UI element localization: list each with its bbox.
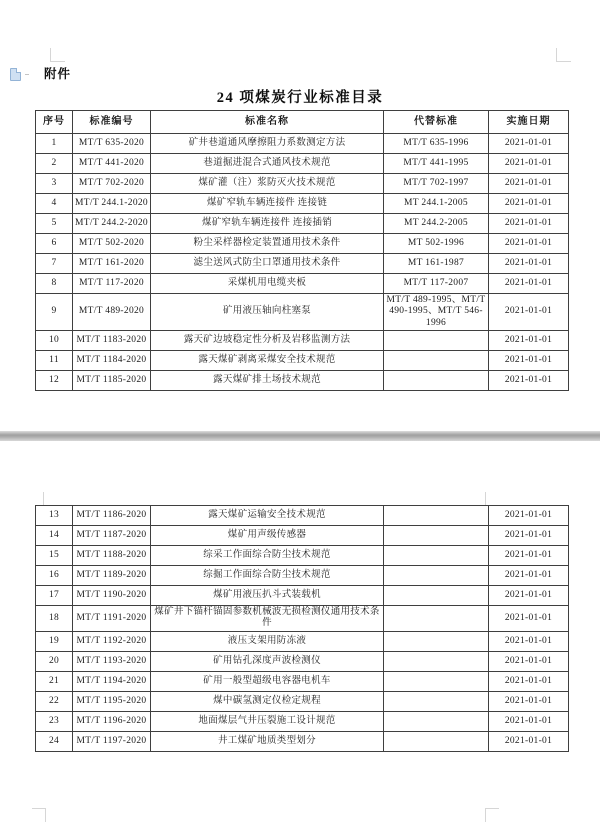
standard-code-cell: MT/T 1193-2020 — [73, 651, 151, 671]
table-row — [36, 731, 569, 751]
standard-code-cell: MT/T 1196-2020 — [73, 711, 151, 731]
row-number-cell: 22 — [36, 691, 73, 711]
standard-code-cell: MT/T 117-2020 — [73, 274, 151, 294]
table-row — [36, 371, 569, 391]
standard-name-cell: 地面煤层气井压裂施工设计规范 — [151, 711, 384, 731]
table-row — [36, 691, 569, 711]
implementation-date-cell: 2021-01-01 — [489, 651, 569, 671]
standard-code-cell: MT/T 441-2020 — [73, 154, 151, 174]
table-row — [36, 154, 569, 174]
standard-code-cell: MT/T 1186-2020 — [73, 506, 151, 526]
row-number-cell: 20 — [36, 651, 73, 671]
standard-code-cell: MT/T 1195-2020 — [73, 691, 151, 711]
standard-code-cell: MT/T 1197-2020 — [73, 731, 151, 751]
row-number-cell: 11 — [36, 351, 73, 371]
replaced-standard-cell: MT/T 702-1997 — [384, 174, 489, 194]
table-row — [36, 671, 569, 691]
row-number-cell: 14 — [36, 526, 73, 546]
row-number-cell: 4 — [36, 194, 73, 214]
replaced-standard-cell: MT 502-1996 — [384, 234, 489, 254]
implementation-date-cell: 2021-01-01 — [489, 331, 569, 351]
implementation-date-cell: 2021-01-01 — [489, 691, 569, 711]
row-number-cell: 23 — [36, 711, 73, 731]
standard-code-cell: MT/T 1190-2020 — [73, 586, 151, 606]
standard-name-cell: 矿井巷道通风摩擦阻力系数测定方法 — [151, 134, 384, 154]
standard-name-cell: 采煤机用电缆夹板 — [151, 274, 384, 294]
row-number-cell: 5 — [36, 214, 73, 234]
standard-name-cell: 煤矿井下锚杆锚固参数机械波无损检测仪通用技术条件 — [151, 606, 384, 632]
document-page-2 — [0, 441, 600, 837]
replaced-standard-cell — [384, 586, 489, 606]
standard-code-cell: MT/T 161-2020 — [73, 254, 151, 274]
replaced-standard-cell — [384, 506, 489, 526]
standard-code-cell: MT/T 1185-2020 — [73, 371, 151, 391]
replaced-standard-cell — [384, 631, 489, 651]
replaced-standard-cell — [384, 546, 489, 566]
standard-code-cell: MT/T 1191-2020 — [73, 606, 151, 632]
standard-name-cell: 综掘工作面综合防尘技术规范 — [151, 566, 384, 586]
implementation-date-cell: 2021-01-01 — [489, 631, 569, 651]
table-row — [36, 174, 569, 194]
implementation-date-cell: 2021-01-01 — [489, 711, 569, 731]
implementation-date-cell: 2021-01-01 — [489, 274, 569, 294]
margin-crop-mark-bottom-left — [32, 808, 46, 822]
replaced-standard-cell: MT/T 489-1995、MT/T 490-1995、MT/T 546-1996 — [384, 294, 489, 331]
table-header-row — [36, 111, 569, 134]
row-number-cell: 21 — [36, 671, 73, 691]
table-row — [36, 651, 569, 671]
margin-crop-mark-top-left — [50, 48, 65, 62]
replaced-standard-cell — [384, 566, 489, 586]
replaced-standard-cell: MT/T 117-2007 — [384, 274, 489, 294]
standard-name-cell: 煤矿用液压扒斗式装载机 — [151, 586, 384, 606]
table-row — [36, 234, 569, 254]
row-number-cell: 18 — [36, 606, 73, 632]
row-number-cell: 6 — [36, 234, 73, 254]
replaced-standard-cell — [384, 526, 489, 546]
implementation-date-cell: 2021-01-01 — [489, 154, 569, 174]
table-row — [36, 294, 569, 331]
standard-code-cell: MT/T 1192-2020 — [73, 631, 151, 651]
implementation-date-cell: 2021-01-01 — [489, 194, 569, 214]
table-row — [36, 606, 569, 632]
attachment-label: 附件 — [44, 67, 72, 81]
anchor-dash-mark — [25, 74, 29, 75]
table-row — [36, 711, 569, 731]
standard-code-cell: MT/T 1188-2020 — [73, 546, 151, 566]
margin-crop-mark-top-left — [43, 492, 45, 506]
replaced-standard-cell — [384, 351, 489, 371]
implementation-date-cell: 2021-01-01 — [489, 671, 569, 691]
standard-code-cell: MT/T 502-2020 — [73, 234, 151, 254]
replaced-standard-cell: MT 244.1-2005 — [384, 194, 489, 214]
standard-code-cell: MT/T 1194-2020 — [73, 671, 151, 691]
margin-crop-mark-top-right — [556, 48, 571, 62]
page-title: 24 项煤炭行业标准目录 — [216, 90, 384, 106]
standard-code-cell: MT/T 1189-2020 — [73, 566, 151, 586]
table-row — [36, 254, 569, 274]
implementation-date-cell: 2021-01-01 — [489, 606, 569, 632]
row-number-cell: 13 — [36, 506, 73, 526]
standard-name-cell: 井工煤矿地质类型划分 — [151, 731, 384, 751]
standard-name-cell: 粉尘采样器检定装置通用技术条件 — [151, 234, 384, 254]
table-row — [36, 331, 569, 351]
row-number-cell: 3 — [36, 174, 73, 194]
replaced-standard-cell — [384, 731, 489, 751]
replaced-standard-cell — [384, 691, 489, 711]
row-number-cell: 10 — [36, 331, 73, 351]
standard-code-cell: MT/T 1183-2020 — [73, 331, 151, 351]
standard-name-cell: 矿用一般型超级电容器电机车 — [151, 671, 384, 691]
replaced-standard-cell — [384, 606, 489, 632]
standard-code-cell: MT/T 702-2020 — [73, 174, 151, 194]
replaced-standard-cell — [384, 651, 489, 671]
standard-name-cell: 巷道掘进混合式通风技术规范 — [151, 154, 384, 174]
table-row — [36, 194, 569, 214]
table-row — [36, 546, 569, 566]
replaced-standard-cell: MT/T 635-1996 — [384, 134, 489, 154]
implementation-date-cell: 2021-01-01 — [489, 214, 569, 234]
row-number-cell: 9 — [36, 294, 73, 331]
table-row — [36, 214, 569, 234]
replaced-standard-cell: MT/T 441-1995 — [384, 154, 489, 174]
standard-name-cell: 煤中碳氢测定仪检定规程 — [151, 691, 384, 711]
table-row — [36, 526, 569, 546]
implementation-date-cell: 2021-01-01 — [489, 371, 569, 391]
margin-crop-mark-bottom-right — [485, 808, 499, 822]
column-header-0: 序号 — [36, 111, 73, 134]
table-row — [36, 586, 569, 606]
implementation-date-cell: 2021-01-01 — [489, 174, 569, 194]
implementation-date-cell: 2021-01-01 — [489, 546, 569, 566]
implementation-date-cell: 2021-01-01 — [489, 731, 569, 751]
row-number-cell: 8 — [36, 274, 73, 294]
standard-code-cell: MT/T 1184-2020 — [73, 351, 151, 371]
standard-name-cell: 煤矿用声级传感器 — [151, 526, 384, 546]
replaced-standard-cell — [384, 711, 489, 731]
table-row — [36, 631, 569, 651]
implementation-date-cell: 2021-01-01 — [489, 351, 569, 371]
standard-code-cell: MT/T 635-2020 — [73, 134, 151, 154]
standard-name-cell: 煤矿窄轨车辆连接件 连接插销 — [151, 214, 384, 234]
row-number-cell: 16 — [36, 566, 73, 586]
row-number-cell: 15 — [36, 546, 73, 566]
standard-name-cell: 滤尘送风式防尘口罩通用技术条件 — [151, 254, 384, 274]
implementation-date-cell: 2021-01-01 — [489, 566, 569, 586]
row-number-cell: 2 — [36, 154, 73, 174]
implementation-date-cell: 2021-01-01 — [489, 294, 569, 331]
standard-code-cell: MT/T 244.2-2020 — [73, 214, 151, 234]
row-number-cell: 24 — [36, 731, 73, 751]
standards-table-page-2 — [35, 505, 569, 752]
standard-name-cell: 矿用钻孔深度声波检测仪 — [151, 651, 384, 671]
standard-name-cell: 综采工作面综合防尘技术规范 — [151, 546, 384, 566]
row-number-cell: 19 — [36, 631, 73, 651]
standard-code-cell: MT/T 244.1-2020 — [73, 194, 151, 214]
table-row — [36, 351, 569, 371]
replaced-standard-cell: MT 161-1987 — [384, 254, 489, 274]
standards-table-page-1 — [35, 110, 569, 391]
standard-name-cell: 露天煤矿剥离采煤安全技术规范 — [151, 351, 384, 371]
replaced-standard-cell — [384, 331, 489, 351]
page-break-separator — [0, 431, 600, 441]
standard-name-cell: 煤矿窄轨车辆连接件 连接链 — [151, 194, 384, 214]
standard-name-cell: 露天煤矿运输安全技术规范 — [151, 506, 384, 526]
row-number-cell: 12 — [36, 371, 73, 391]
column-header-2: 标准名称 — [151, 111, 384, 134]
implementation-date-cell: 2021-01-01 — [489, 586, 569, 606]
replaced-standard-cell: MT 244.2-2005 — [384, 214, 489, 234]
implementation-date-cell: 2021-01-01 — [489, 506, 569, 526]
column-header-4: 实施日期 — [489, 111, 569, 134]
standard-name-cell: 露天矿边坡稳定性分析及岩移监测方法 — [151, 331, 384, 351]
table-row — [36, 506, 569, 526]
row-number-cell: 17 — [36, 586, 73, 606]
row-number-cell: 7 — [36, 254, 73, 274]
standard-code-cell: MT/T 489-2020 — [73, 294, 151, 331]
implementation-date-cell: 2021-01-01 — [489, 526, 569, 546]
table-row — [36, 274, 569, 294]
standard-name-cell: 煤矿灌（注）浆防灭火技术规范 — [151, 174, 384, 194]
column-header-1: 标准编号 — [73, 111, 151, 134]
implementation-date-cell: 2021-01-01 — [489, 234, 569, 254]
row-number-cell: 1 — [36, 134, 73, 154]
replaced-standard-cell — [384, 671, 489, 691]
column-header-3: 代替标准 — [384, 111, 489, 134]
implementation-date-cell: 2021-01-01 — [489, 134, 569, 154]
attachment-page-icon[interactable] — [10, 68, 21, 81]
table-row — [36, 134, 569, 154]
margin-crop-mark-top-right — [485, 492, 487, 506]
standard-name-cell: 露天煤矿排土场技术规范 — [151, 371, 384, 391]
standard-name-cell: 矿用液压轴向柱塞泵 — [151, 294, 384, 331]
replaced-standard-cell — [384, 371, 489, 391]
table-row — [36, 566, 569, 586]
standard-code-cell: MT/T 1187-2020 — [73, 526, 151, 546]
implementation-date-cell: 2021-01-01 — [489, 254, 569, 274]
standard-name-cell: 液压支架用防冻液 — [151, 631, 384, 651]
